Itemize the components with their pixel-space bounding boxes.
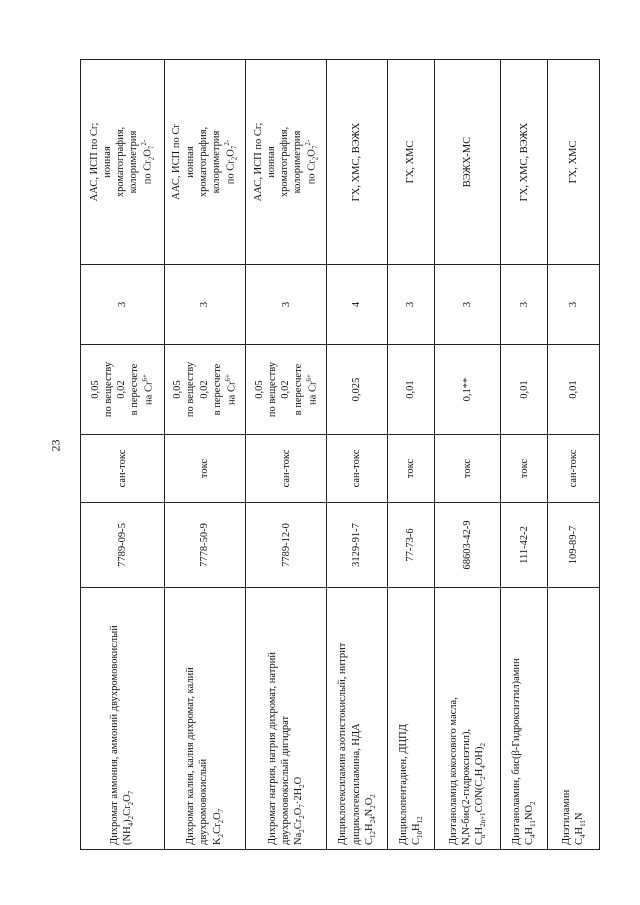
hazard-class-cell xyxy=(501,265,548,345)
hazard-class-cell-line: 3 xyxy=(461,301,473,308)
hazard-indicator-cell-line: токс xyxy=(199,458,211,479)
analysis-method-cell-line: ААС, ИСП по Cr; xyxy=(88,122,100,202)
substance-name-cell xyxy=(246,588,327,850)
analysis-method-cell-line: ионная xyxy=(102,146,114,178)
page-number: 23 xyxy=(48,439,63,452)
analysis-method-cell-line: ГХ, ХМС, ВЭЖХ xyxy=(518,122,530,202)
hazard-indicator-cell-line: токс xyxy=(461,458,473,479)
substance-name-cell xyxy=(327,588,387,850)
substance-name-cell-line: Дихромат аммония, аммоний двухромовокислый xyxy=(109,625,121,845)
concentration-cell-line: 0,02 xyxy=(279,380,291,399)
substance-name-cell xyxy=(164,588,245,850)
concentration-cell-line: на $Cr^{6+}$ xyxy=(141,374,155,405)
hazard-indicator-cell xyxy=(327,435,387,503)
analysis-method-cell-line: ионная xyxy=(265,146,277,178)
concentration-cell xyxy=(164,345,245,435)
analysis-method-cell xyxy=(246,60,327,265)
cas-number-cell xyxy=(501,503,548,588)
substance-name-cell-line: Дициклопентадиен, ДЦПД xyxy=(397,724,409,845)
analysis-method-cell-line: по $Cr_2O_7^{2-}$ xyxy=(140,139,157,185)
analysis-method-cell-line: по $Cr_2O_7^{2-}$ xyxy=(222,139,239,185)
substance-name-cell-line: Диэтаноламин, бис(β-Гидроксиэтил)амин xyxy=(511,658,523,845)
substance-name-cell-line: Диэтиламин xyxy=(560,789,572,845)
analysis-method-cell xyxy=(501,60,548,265)
hazard-indicator-cell-line: сан-токс xyxy=(351,449,363,488)
analysis-method-cell-line: ВЭЖХ-МС xyxy=(461,136,473,188)
substance-name-cell xyxy=(434,588,501,850)
table-row xyxy=(246,60,327,850)
concentration-cell-line: по веществу xyxy=(266,361,278,418)
hazard-indicator-cell xyxy=(434,435,501,503)
hazard-class-cell-line: 4 xyxy=(351,301,363,308)
analysis-method-cell-line: ААС, ИСП по Cr; xyxy=(252,122,264,202)
hazard-class-cell xyxy=(81,265,165,345)
hazard-class-cell xyxy=(387,265,434,345)
analysis-method-cell-line: колориметрия xyxy=(292,130,304,194)
concentration-cell-line: 0,01 xyxy=(405,380,417,399)
substance-name-cell xyxy=(387,588,434,850)
concentration-cell xyxy=(327,345,387,435)
analysis-method-cell-line: ГХ, ХМС, ВЭЖХ xyxy=(351,122,363,202)
hazard-class-cell-line: 3 xyxy=(568,301,580,308)
analysis-method-cell-line: ГХ, ХМС xyxy=(405,140,417,184)
substance-name-cell-line: Диэтаноламид кокосового масла, xyxy=(447,697,459,845)
concentration-cell-line: в пересчете xyxy=(211,363,223,416)
cas-number-cell-line: 3129-91-7 xyxy=(351,523,363,567)
concentration-cell-line: 0,025 xyxy=(351,377,363,402)
hazard-indicator-cell-line: токс xyxy=(405,458,417,479)
cas-number-cell xyxy=(246,503,327,588)
concentration-cell xyxy=(81,345,165,435)
analysis-method-cell-line: хроматография, xyxy=(279,126,291,198)
substance-name-cell-line: Дихромат натрия, натрия дихромат, натрий xyxy=(266,652,278,845)
substance-name-cell-line: $K_2Cr_2O_7$ xyxy=(211,808,225,845)
hazard-indicator-cell xyxy=(501,435,548,503)
analysis-method-cell-line: хроматография, xyxy=(115,126,127,198)
substances-table-body xyxy=(81,60,600,850)
hazard-class-cell xyxy=(327,265,387,345)
hazard-indicator-cell xyxy=(548,435,600,503)
hazard-indicator-cell-line: сан-токс xyxy=(568,449,580,488)
concentration-cell-line: по веществу xyxy=(185,361,197,418)
concentration-cell xyxy=(246,345,327,435)
table-row xyxy=(327,60,387,850)
substance-name-cell-line: $C_{10}H_{12}$ xyxy=(410,816,424,845)
concentration-cell xyxy=(548,345,600,435)
analysis-method-cell xyxy=(548,60,600,265)
substance-name-cell-line: $(NH_4)_2Cr_2O_7$ xyxy=(122,790,136,845)
cas-number-cell xyxy=(81,503,165,588)
cas-number-cell xyxy=(548,503,600,588)
concentration-cell-line: 0,1** xyxy=(461,377,473,402)
hazard-class-cell-line: 3 xyxy=(199,301,211,308)
substance-name-cell xyxy=(501,588,548,850)
cas-number-cell xyxy=(387,503,434,588)
analysis-method-cell-line: ионная xyxy=(184,146,196,178)
substance-name-cell-line: Дихромат калия, калия дихромат, калий xyxy=(185,667,197,845)
substance-name-cell-line: $C_nH_{2n+1}CON(C_2H_4OH)_2$ xyxy=(474,743,488,845)
table-row xyxy=(164,60,245,850)
substance-name-cell-line: Дициклогексиламин азотистокислый, нитрит xyxy=(337,642,349,845)
concentration-cell-line: 0,01 xyxy=(568,380,580,399)
analysis-method-cell xyxy=(434,60,501,265)
hazard-indicator-cell xyxy=(164,435,245,503)
substances-table xyxy=(80,59,600,850)
analysis-method-cell xyxy=(81,60,165,265)
hazard-class-cell xyxy=(164,265,245,345)
concentration-cell-line: на $Cr^{6+}$ xyxy=(223,374,238,405)
concentration-cell xyxy=(434,345,501,435)
concentration-cell-line: по веществу xyxy=(102,361,114,418)
hazard-class-cell xyxy=(246,265,327,345)
substance-name-cell-line: $C_{12}H_{24}N_2O_2$ xyxy=(363,794,377,845)
substance-name-cell-line: $Na_2Cr_2O_7\cdot 2H_2O$ xyxy=(292,776,307,845)
hazard-class-cell-line: 3 xyxy=(405,301,417,308)
concentration-cell-line: в пересчете xyxy=(129,363,141,416)
analysis-method-cell-line: по $Cr_2O_7^{2-}$ xyxy=(304,139,320,185)
hazard-indicator-cell xyxy=(387,435,434,503)
hazard-class-cell-line: 3 xyxy=(116,301,128,308)
analysis-method-cell-line: хроматография, xyxy=(197,126,209,198)
substance-name-cell xyxy=(548,588,600,850)
substance-name-cell-line: N,N-бис(2-гидроксиэтил), xyxy=(461,728,473,845)
cas-number-cell-line: 77-73-6 xyxy=(405,528,417,562)
concentration-cell-line: 0,05 xyxy=(89,380,101,399)
analysis-method-cell-line: ААС, ИСП по Cr xyxy=(171,124,183,200)
substance-name-cell-line: $C_4H_{11}N$ xyxy=(573,812,587,845)
analysis-method-cell-line: ГХ, ХМС xyxy=(568,140,580,184)
cas-number-cell xyxy=(164,503,245,588)
concentration-cell-line: на $Cr^{6+}$ xyxy=(305,374,319,405)
cas-number-cell-line: 111-42-2 xyxy=(518,526,530,564)
analysis-method-cell-line: колориметрия xyxy=(210,130,222,194)
table-row xyxy=(81,60,165,850)
hazard-indicator-cell-line: сан-токс xyxy=(116,449,128,488)
analysis-method-cell xyxy=(327,60,387,265)
concentration-cell xyxy=(501,345,548,435)
hazard-class-cell-line: 3 xyxy=(518,301,530,308)
concentration-cell-line: 0,02 xyxy=(116,380,128,399)
table-row xyxy=(501,60,548,850)
concentration-cell-line: 0,01 xyxy=(518,380,530,399)
hazard-indicator-cell xyxy=(246,435,327,503)
substance-name-cell xyxy=(81,588,165,850)
table-row xyxy=(548,60,600,850)
table-row xyxy=(434,60,501,850)
substance-name-cell-line: дициклогексиламина, НДА xyxy=(350,723,362,845)
concentration-cell-line: в пересчете xyxy=(293,363,305,416)
cas-number-cell-line: 7789-09-5 xyxy=(116,523,128,567)
concentration-cell-line: 0,02 xyxy=(198,380,210,399)
table-wrapper xyxy=(80,60,600,850)
cas-number-cell xyxy=(434,503,501,588)
cas-number-cell-line: 109-89-7 xyxy=(568,525,580,565)
concentration-cell-line: 0,05 xyxy=(172,380,184,399)
analysis-method-cell xyxy=(164,60,245,265)
rotated-table-container xyxy=(80,60,600,850)
concentration-cell xyxy=(387,345,434,435)
cas-number-cell xyxy=(327,503,387,588)
cas-number-cell-line: 7789-12-0 xyxy=(280,523,292,567)
hazard-indicator-cell xyxy=(81,435,165,503)
hazard-class-cell xyxy=(548,265,600,345)
hazard-class-cell xyxy=(434,265,501,345)
concentration-cell-line: 0,05 xyxy=(253,380,265,399)
substance-name-cell-line: $C_4H_{11}NO_2$ xyxy=(524,801,538,845)
hazard-indicator-cell-line: сан-токс xyxy=(280,449,292,488)
hazard-class-cell-line: 3 xyxy=(280,301,292,308)
cas-number-cell-line: 68603-42-9 xyxy=(461,520,473,570)
substance-name-cell-line: двухромовокислый xyxy=(198,758,210,845)
analysis-method-cell xyxy=(387,60,434,265)
cas-number-cell-line: 7778-50-9 xyxy=(199,523,211,567)
substance-name-cell-line: двухромовокислый дигидрат xyxy=(279,715,291,845)
table-row xyxy=(387,60,434,850)
analysis-method-cell-line: колориметрия xyxy=(128,130,140,194)
hazard-indicator-cell-line: токс xyxy=(518,458,530,479)
